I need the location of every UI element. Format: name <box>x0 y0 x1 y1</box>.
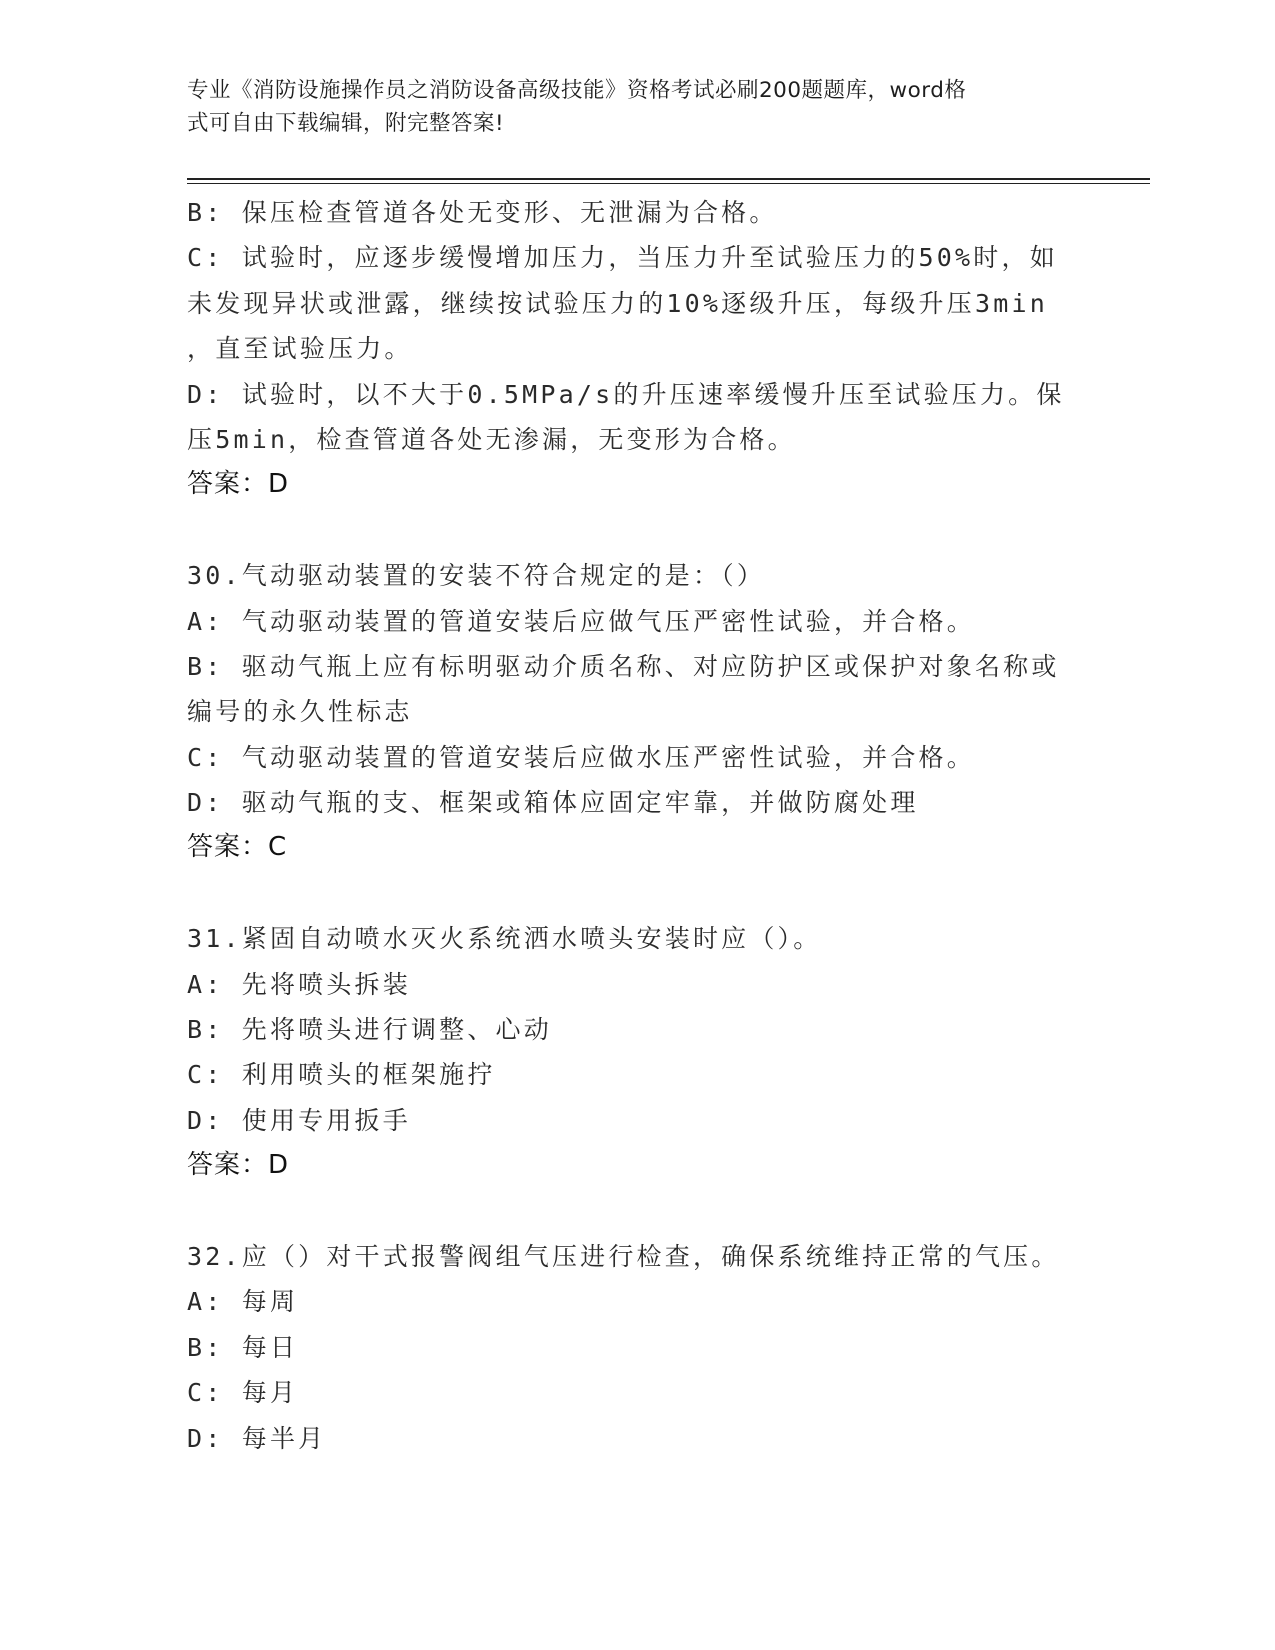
question-31 <box>187 916 1087 1188</box>
option-c-line-3: ，直至试验压力。 <box>187 334 413 364</box>
option-b: B: 保压检查管道各处无变形、无泄漏为合格。 <box>187 198 778 227</box>
header-line-1: 专业《消防设施操作员之消防设备高级技能》资格考试必刷200题题库，word格 <box>187 78 967 103</box>
option-a: A: 气动驱动装置的管道安装后应做气压严密性试验，并合格。 <box>187 606 975 636</box>
option-d: D: 每半月 <box>187 1423 327 1453</box>
option-d: D: 驱动气瓶的支、框架或箱体应固定牢靠，并做防腐处理 <box>187 788 919 818</box>
question-32 <box>187 1234 1087 1461</box>
answer: 答案：D <box>187 469 290 500</box>
option-d-line-1: D: 试验时，以不大于0.5MPa/s的升压速率缓慢升压至试验压力。保 <box>187 379 1065 409</box>
question-text: 30.气动驱动装置的安装不符合规定的是：（） <box>187 561 766 591</box>
question-text: 32.应（）对干式报警阀组气压进行检查，确保系统维持正常的气压。 <box>187 1241 1060 1271</box>
header-divider-thick <box>187 178 1150 180</box>
header-line-2: 式可自由下载编辑，附完整答案! <box>187 111 505 136</box>
option-c-line-1: C: 试验时，应逐步缓慢增加压力，当压力升至试验压力的50%时，如 <box>187 243 1058 273</box>
spacer <box>187 1189 1087 1234</box>
option-a: A: 每周 <box>187 1287 299 1317</box>
option-c: C: 气动驱动装置的管道安装后应做水压严密性试验，并合格。 <box>187 742 975 772</box>
question-list <box>187 190 1087 1461</box>
option-a: A: 先将喷头拆装 <box>187 969 411 999</box>
document-header <box>187 74 1047 140</box>
answer: 答案：D <box>187 1150 290 1181</box>
option-c: C: 利用喷头的框架施拧 <box>187 1060 496 1090</box>
option-b: B: 先将喷头进行调整、心动 <box>187 1015 552 1045</box>
option-b: B: 每日 <box>187 1332 299 1362</box>
option-b-line-1: B: 驱动气瓶上应有标明驱动介质名称、对应防护区或保护对象名称或 <box>187 651 1060 681</box>
option-c: C: 每月 <box>187 1378 299 1408</box>
option-b-line-2: 编号的永久性标志 <box>187 697 413 727</box>
option-d: D: 使用专用扳手 <box>187 1105 411 1135</box>
spacer <box>187 508 1087 553</box>
answer: 答案：C <box>187 832 288 863</box>
question-29 <box>187 190 1087 508</box>
question-text: 31.紧固自动喷水灭火系统洒水喷头安装时应（）。 <box>187 924 822 954</box>
document-page <box>187 0 1087 1650</box>
option-d-line-2: 压5min，检查管道各处无渗漏，无变形为合格。 <box>187 424 796 454</box>
header-divider-thin <box>187 183 1150 184</box>
option-c-line-2: 未发现异状或泄露，继续按试验压力的10%逐级升压，每级升压3min <box>187 288 1048 318</box>
spacer <box>187 871 1087 916</box>
question-30 <box>187 553 1087 871</box>
